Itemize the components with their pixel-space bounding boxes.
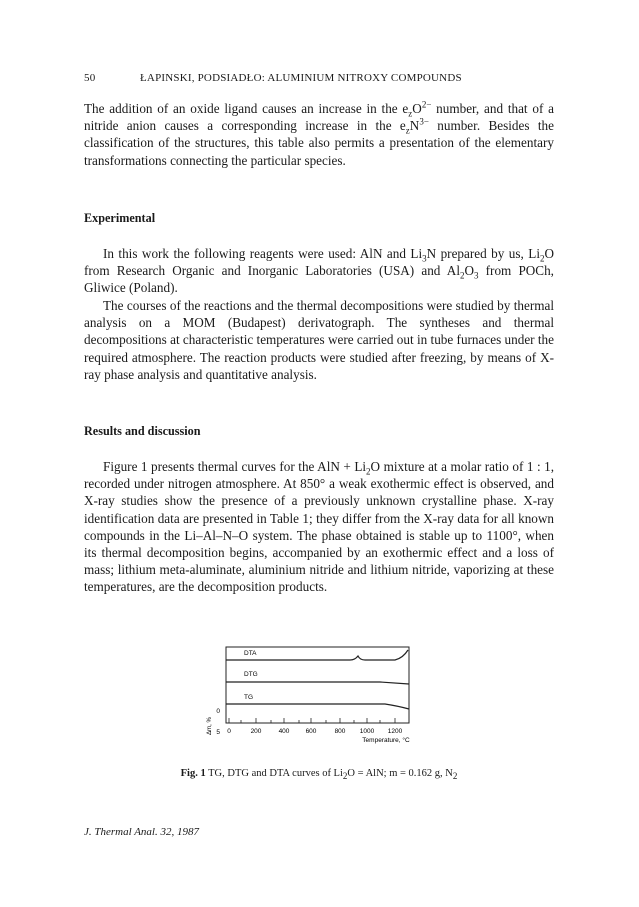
x-tick-label: 1200 bbox=[387, 728, 403, 735]
x-tick-label: 1000 bbox=[359, 728, 375, 735]
x-axis-label: Temperature, °C bbox=[362, 737, 410, 744]
y-tick-label: 0 bbox=[216, 708, 220, 715]
y-axis-label: Δm, % bbox=[207, 717, 213, 735]
tg-label: TG bbox=[244, 694, 254, 701]
x-tick-labels bbox=[227, 728, 402, 735]
caption-label: Fig. 1 bbox=[180, 768, 206, 779]
x-tick-label: 200 bbox=[250, 728, 262, 735]
results-heading: Results and discussion bbox=[84, 424, 201, 438]
x-ticks bbox=[229, 718, 395, 723]
dtg-label: DTG bbox=[244, 671, 258, 678]
experimental-paragraph-1: In this work the following reagents were used: AlN and $Li_3N$ prepared by us, $Li_2O$ from Research Organic and Inorganic Laboratories (USA) and $Al_2O_3$ from POCh, Gliwice (Poland). bbox=[84, 246, 555, 296]
x-tick-label: 400 bbox=[278, 728, 290, 735]
experimental-paragraph-2: The courses of the reactions and the thermal decompositions were studied by thermal analysis on a MOM (Budapest) derivatograph. The syntheses and thermal decompositions at characteristic temperatures were carried out in tube furnaces under the required atmosphere. The reaction products were studied after freezing, by means of X-ray phase analysis and quantitative analysis. bbox=[84, 298, 554, 382]
results-paragraph: Figure 1 presents thermal curves for the AlN + $Li_2O$ mixture at a molar ratio of 1 : 1, recorded under nitrogen atmosphere. At 850° a weak exothermic effect is observed, and X-ray studies show the presence of a previously unknown crystalline phase. X-ray identification data are presented in Table 1; they differ from the X-ray data for all known compounds in the Li–Al–N–O system. The phase obtained is stable up to 1100°, when its thermal decomposition begins, accompanied by an exothermic effect and a loss of mass; lithium meta-aluminate, aluminium nitride and lithium nitride, vaporizing at these temperatures, are the decomposition products. bbox=[84, 459, 554, 595]
dta-label: DTA bbox=[244, 650, 257, 657]
x-tick-label: 0 bbox=[227, 728, 231, 735]
running-head: ŁAPINSKI, PODSIADŁO: ALUMINIUM NITROXY COMPOUNDS bbox=[140, 72, 462, 84]
page-number: 50 bbox=[84, 72, 96, 84]
experimental-heading: Experimental bbox=[84, 211, 156, 225]
figure-frame bbox=[226, 647, 409, 723]
figure-caption: Fig. 1 TG, DTG and DTA curves of $Li_2O$ = AlN; m = 0.162 g, $N_2$ bbox=[180, 768, 458, 782]
x-tick-label: 800 bbox=[334, 728, 346, 735]
dtg-curve bbox=[226, 682, 409, 684]
journal-footer: J. Thermal Anal. 32, 1987 bbox=[84, 826, 199, 838]
intro-paragraph: The addition of an oxide ligand causes an increase in the $e_zO^{2-}$ number, and that of a nitride anion causes a corresponding increase in the $e_zN^{3-}$ number. Besides the classification of the structures, this table also permits a presentation of the elementary transformations connecting the particular species. bbox=[84, 99, 554, 168]
thermal-curves-figure bbox=[200, 638, 450, 778]
x-tick-label: 600 bbox=[305, 728, 317, 735]
tg-curve bbox=[226, 704, 409, 709]
y-tick-label: 5 bbox=[216, 729, 220, 736]
